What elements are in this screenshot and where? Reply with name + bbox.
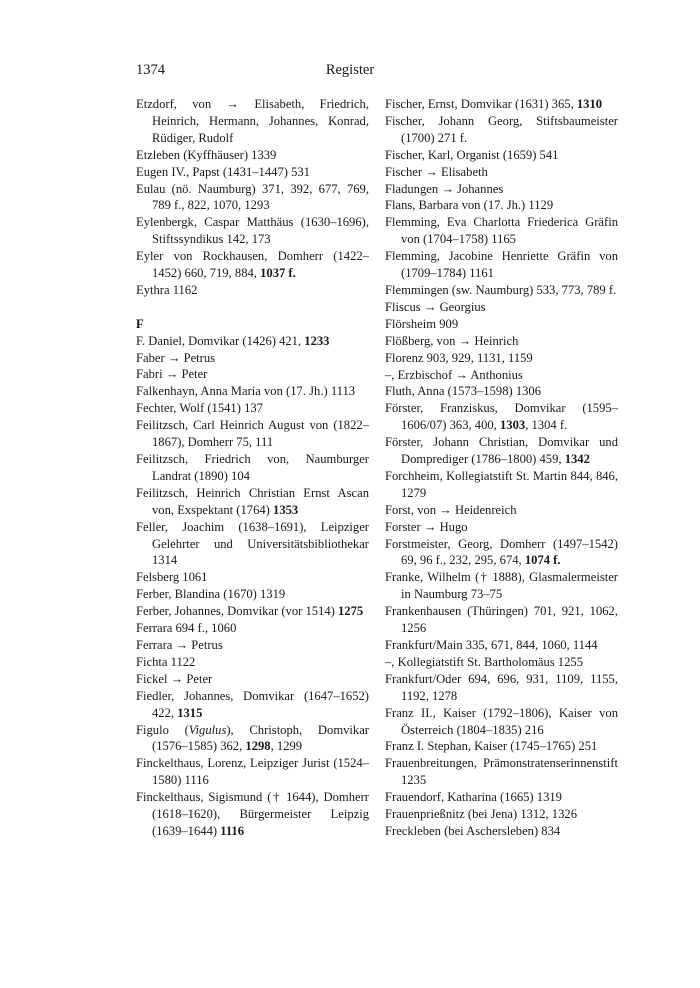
entry-text: Fischer, Karl, Organist (1659) 541 [385, 147, 559, 162]
index-entry [385, 806, 618, 823]
entry-text: Forstmeister, Georg, Domherr (1497–1542) 69, 96 f., 232, 295, 674, [385, 536, 618, 568]
running-title: Register [325, 62, 375, 78]
index-entry [136, 96, 369, 147]
entry-text: Fliscus → Georgius [385, 299, 486, 314]
entry-text: Ferrara → Petrus [136, 637, 223, 652]
index-entry [385, 383, 618, 400]
index-entry [136, 350, 369, 367]
index-entry [136, 586, 369, 603]
entry-text: Fluth, Anna (1573–1598) 1306 [385, 384, 542, 399]
entry-text: Etzleben (Kyffhäuser) 1339 [136, 147, 277, 162]
index-entry [385, 299, 618, 316]
index-entry [385, 823, 618, 840]
index-entry [385, 248, 618, 282]
index-entry [136, 282, 369, 299]
index-entry [385, 400, 618, 434]
entry-text: ), Christoph, Domvikar (1576–1585) 362, [152, 722, 369, 754]
entry-text: Flemmingen (sw. Naumburg) 533, 773, 789 f. [385, 282, 617, 297]
bold-reference: 1298 [245, 739, 271, 754]
entry-text: Flößberg, von → Heinrich [385, 333, 519, 348]
entry-text: Eugen IV., Papst (1431–1447) 531 [136, 164, 310, 179]
index-column-right [385, 96, 618, 840]
bold-reference: 1275 [338, 604, 364, 619]
index-entry [385, 569, 618, 603]
entry-text: Förster, Franziskus, Domvikar (1595–1606/07) 363, 400, [385, 401, 618, 433]
entry-text: Feilitzsch, Friedrich von, Naumburger Landrat (1890) 104 [136, 452, 369, 483]
index-entry [385, 502, 618, 519]
entry-text: Frauenbreitungen, Prämonstratenserinnenstift 1235 [385, 756, 618, 788]
index-entry [136, 654, 369, 671]
entry-text: Felsberg 1061 [136, 570, 208, 585]
entry-text: Flemming, Eva Charlotta Friederica Gräfin von (1704–1758) 1165 [385, 215, 618, 247]
index-entry [136, 164, 369, 181]
entry-text: Fiedler, Johannes, Domvikar (1647–1652) 422, [136, 688, 369, 720]
entry-text: Fischer → Elisabeth [385, 164, 488, 179]
entry-text: Fischer, Johann Georg, Stiftsbaumeister (1700) 271 f. [385, 113, 618, 145]
index-column-left [136, 96, 369, 840]
index-entry [385, 96, 618, 113]
index-entry [385, 705, 618, 739]
italic-text: Vigulus [188, 722, 227, 737]
bold-reference: 1233 [304, 333, 330, 348]
index-entry [385, 789, 618, 806]
bold-reference: 1303 [500, 418, 526, 433]
entry-text: Franz I. Stephan, Kaiser (1745–1765) 251 [385, 739, 598, 754]
entry-text: –, Erzbischof → Anthonius [385, 367, 523, 382]
index-entry [385, 282, 618, 299]
index-entry [385, 164, 618, 181]
entry-text: Frauendorf, Katharina (1665) 1319 [385, 790, 562, 805]
index-entry [385, 654, 618, 671]
index-entry [385, 181, 618, 198]
entry-text: Ferber, Blandina (1670) 1319 [136, 587, 286, 602]
index-entry [385, 350, 618, 367]
index-entry [385, 519, 618, 536]
index-entry [136, 637, 369, 654]
section-gap [136, 299, 369, 316]
entry-text: Florenz 903, 929, 1131, 1159 [385, 350, 533, 365]
section-heading [136, 316, 369, 333]
entry-text: Eyler von Rockhausen, Domherr (1422–1452) 660, 719, 884, [136, 249, 369, 281]
index-entry [136, 569, 369, 586]
index-entry [385, 738, 618, 755]
index-entry [385, 434, 618, 468]
index-entry [136, 181, 369, 215]
entry-text: Flörsheim 909 [385, 316, 459, 331]
entry-text: Feller, Joachim (1638–1691), Leipziger Gelehrter und Universitätsbibliothekar 1314 [136, 519, 369, 568]
index-entry [136, 214, 369, 248]
bold-reference: 1074 f. [524, 553, 561, 568]
index-entry [385, 333, 618, 350]
index-entry [136, 248, 369, 282]
entry-text: Fichta 1122 [136, 654, 196, 669]
index-entry [385, 197, 618, 214]
index-entry [136, 333, 369, 350]
index-entry [385, 147, 618, 164]
index-entry [385, 316, 618, 333]
bold-reference: F [136, 316, 144, 331]
page-number: 1374 [136, 62, 165, 78]
entry-text: Feilitzsch, Carl Heinrich August von (1822–1867), Domherr 75, 111 [136, 418, 369, 450]
entry-text: , 1299 [270, 739, 303, 754]
entry-text: Figulo ( [136, 722, 189, 737]
bold-reference: 1353 [273, 502, 299, 517]
entry-text: Fischer, Ernst, Domvikar (1631) 365, [385, 97, 577, 111]
bold-reference: 1315 [177, 705, 203, 720]
index-entry [385, 603, 618, 637]
index-entry [136, 620, 369, 637]
index-entry [385, 637, 618, 654]
entry-text: Eulau (nö. Naumburg) 371, 392, 677, 769, 789 f., 822, 1070, 1293 [136, 181, 369, 213]
entry-text: Fladungen → Johannes [385, 181, 504, 196]
entry-text: –, Kollegiatstift St. Bartholomäus 1255 [385, 654, 583, 669]
index-entry [385, 536, 618, 570]
entry-text: Faber → Petrus [136, 350, 216, 365]
index-entry [136, 400, 369, 417]
entry-text: Eythra 1162 [136, 282, 198, 297]
index-entry [136, 688, 369, 722]
entry-text: Finckelthaus, Sigismund († 1644), Domherr (1618–1620), Bürgermeister Leipzig (1639–1644) [136, 790, 369, 838]
entry-text: Feilitzsch, Heinrich Christian Ernst Ascan von, Exspektant (1764) [136, 485, 369, 517]
index-entry [136, 383, 369, 400]
index-entry [136, 789, 369, 840]
entry-text: Ferrara 694 f., 1060 [136, 621, 237, 636]
index-entry [385, 113, 618, 147]
entry-text: Fechter, Wolf (1541) 137 [136, 401, 263, 416]
bold-reference: 1116 [220, 823, 245, 838]
entry-text: Frauenprießnitz (bei Jena) 1312, 1326 [385, 807, 577, 822]
entry-text: Finckelthaus, Lorenz, Leipziger Jurist (1524–1580) 1116 [136, 756, 369, 788]
index-entry [136, 603, 369, 620]
index-entry [136, 671, 369, 688]
index-entry [385, 755, 618, 789]
index-entry [385, 367, 618, 384]
entry-text: Franke, Wilhelm († 1888), Glasmalermeister in Naumburg 73–75 [385, 570, 618, 602]
entry-text: Freckleben (bei Aschersleben) 834 [385, 823, 561, 838]
index-entry [136, 147, 369, 164]
entry-text: Eylenbergk, Caspar Matthäus (1630–1696), Stiftssyndikus 142, 173 [136, 215, 369, 247]
entry-text: Falkenhayn, Anna Maria von (17. Jh.) 1113 [136, 384, 356, 399]
index-entry [385, 468, 618, 502]
entry-text: Frankfurt/Main 335, 671, 844, 1060, 1144 [385, 638, 598, 652]
entry-text: Fickel → Peter [136, 671, 213, 686]
entry-text: Etzdorf, von → Elisabeth, Friedrich, Heinrich, Hermann, Johannes, Konrad, Rüdiger, Rudolf [136, 97, 369, 145]
bold-reference: 1037 f. [260, 266, 296, 281]
entry-text: Forst, von → Heidenreich [385, 502, 517, 517]
entry-text: Frankenhausen (Thüringen) 701, 921, 1062, 1256 [385, 604, 618, 636]
index-entry [385, 671, 618, 705]
entry-text: , 1304 f. [525, 418, 568, 433]
bold-reference: 1310 [576, 97, 603, 111]
index-entry [136, 519, 369, 570]
index-entry [136, 755, 369, 789]
entry-text: Frankfurt/Oder 694, 696, 931, 1109, 1155, 1192, 1278 [385, 671, 618, 703]
index-entry [136, 451, 369, 485]
bold-reference: 1342 [564, 452, 590, 467]
entry-text: Forster → Hugo [385, 519, 468, 534]
entry-text: Franz II., Kaiser (1792–1806), Kaiser von Österreich (1804–1835) 216 [385, 705, 618, 737]
index-entry [385, 214, 618, 248]
entry-text: Ferber, Johannes, Domvikar (vor 1514) [136, 604, 338, 619]
entry-text: F. Daniel, Domvikar (1426) 421, [136, 333, 305, 348]
entry-text: Förster, Johann Christian, Domvikar und Domprediger (1786–1800) 459, [385, 435, 618, 467]
index-entry [136, 722, 369, 756]
entry-text: Flans, Barbara von (17. Jh.) 1129 [385, 198, 554, 213]
index-entry [136, 366, 369, 383]
entry-text: Flemming, Jacobine Henriette Gräfin von (1709–1784) 1161 [385, 249, 618, 281]
entry-text: Forchheim, Kollegiatstift St. Martin 844, 846, 1279 [385, 468, 618, 500]
entry-text: Fabri → Peter [136, 367, 208, 382]
index-entry [136, 417, 369, 451]
index-entry [136, 485, 369, 519]
